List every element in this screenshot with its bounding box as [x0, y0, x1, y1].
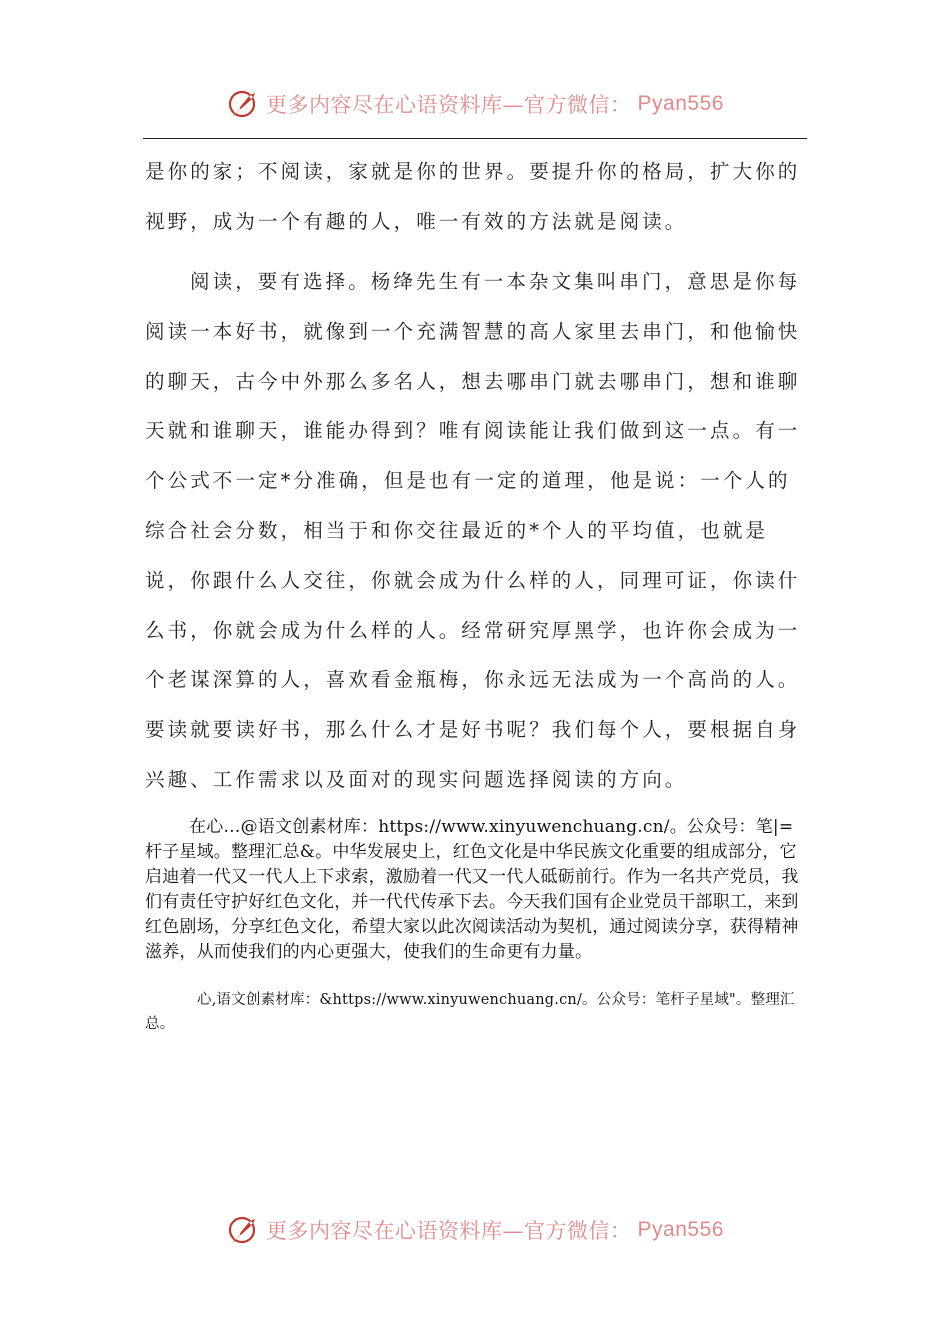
pen-circle-logo-icon — [226, 87, 260, 121]
paragraph-3: 在心…@语文创素材库：https://www.xinyuwenchuang.cn/。公众号：笔|=杆子星域。整理汇总&。中华发展史上，红色文化是中华民族文化重要的组成部分，它启迪着一代又一代人上下求索，激励着一代又一代人砥砺前行。作为一名共产党员，我们有责任守护好红色文化，并一代代传承下去。今天我们国有企业党员干部职工，来到红色剧场，分享红色文化，希望大家以此次阅读活动为契机，通过阅读分享，获得精神滋养，从而使我们的内心更强大，使我们的生命更有力量。 — [145, 817, 799, 962]
paragraph-2: 阅读，要有选择。杨绛先生有一本杂文集叫串门，意思是你每阅读一本好书，就像到一个充满智慧的高人家里去串门，和他愉快的聊天，古今中外那么多名人，想去哪串门就去哪串门，想和谁聊天就和谁聊天，谁能办得到？唯有阅读能让我们做到这一点。有一个公式不一定*分准确，但是也有一定的道理，他是说：一个人的综合社会分数，相当于和你交往最近的*个人的平均值，也就是说，你跟什么人交往，你就会成为什么样的人，同理可证，你读什么书，你就会成为什么样的人。经常研究厚黑学，也许你会成为一个老谋深算的人，喜欢看金瓶梅，你永远无法成为一个高尚的人。要读就要读好书，那么什么才是好书呢？我们每个人，要根据自身兴趣、工作需求以及面对的现实问题选择阅读的方向。 — [145, 270, 801, 791]
footer-banner — [0, 1210, 950, 1250]
paragraph-4: 心,语文创素材库：&https://www.xinyuwenchuang.cn/。公众号：笔杆子星域"。整理汇总。 — [145, 992, 795, 1032]
footer-wechat-id: Pyan556 — [637, 1218, 724, 1241]
footer-banner-text: 更多内容尽在心语资料库—官方微信： — [266, 1219, 632, 1243]
header-divider — [143, 138, 807, 139]
header-wechat-id: Pyan556 — [637, 92, 724, 115]
header-banner-text: 更多内容尽在心语资料库—官方微信： — [266, 93, 632, 117]
pen-circle-logo-icon — [226, 1213, 260, 1247]
header-banner — [0, 84, 950, 124]
paragraph-1: 是你的家；不阅读，家就是你的世界。要提升你的格局，扩大你的视野，成为一个有趣的人，唯一有效的方法就是阅读。 — [145, 160, 801, 233]
